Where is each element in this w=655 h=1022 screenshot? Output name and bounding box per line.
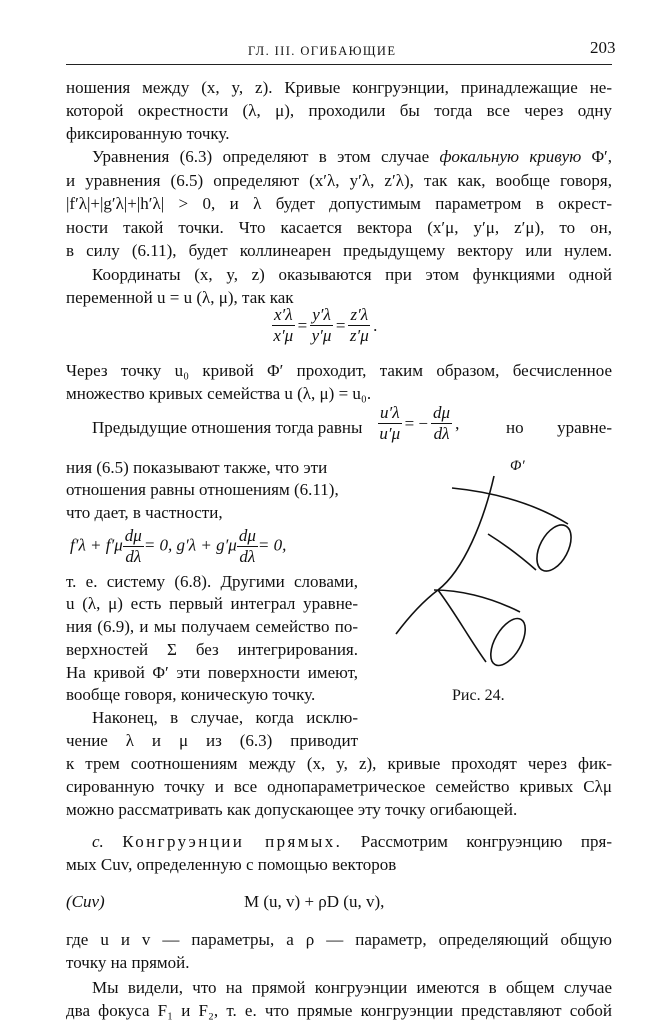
text-line: Предыдущие отношения тогда равны [92,418,363,437]
text-line: множество кривых семейства u (λ, μ) = u₀. [66,384,372,403]
lower-cone-bottom [438,590,486,662]
text-line: ношения между (x, y, z). Кривые конгруэнции, принадлежащие не- [66,78,612,97]
text-line: точку на прямой. [66,953,190,972]
text-line: u (λ, μ) есть первый интеграл уравне- [66,594,358,613]
page-header [0,36,655,62]
text-line: переменной u = u (λ, μ), так как [66,288,294,307]
text-line: сированную точку и все однопараметрическое семейство кривых Cλμ [66,777,612,796]
text-line: верхностей Σ без интегрирования. [66,640,358,659]
focal-curve [396,476,494,634]
text-line: которой окрестности (λ, μ), проходили бы тогда все через одну [66,101,612,120]
text-line: Мы видели, что на прямой конгруэнции имеются в общем случае [92,978,612,997]
text-line: мых Cuv, определенную с помощью векторов [66,855,397,874]
section-heading-line: c. Конгруэнции прямых. Рассмотрим конгруэнцию пря- [92,832,612,851]
text-line: ния (6.5) показывают также, что эти [66,458,328,477]
text-line: но уравне- [506,418,612,437]
inline-ratio-formula: $\frac{u'\lambda}{u'\mu}$ = − $\frac{d\mu}{d\lambda}$ , [379,403,460,443]
header-rule [66,64,612,65]
text-line: можно рассматривать как допускающее эту точку огибающей. [66,800,518,819]
ratio-formula: $\frac{x'\lambda}{x'\mu}$ = $\frac{y'\lambda}{y'\mu}$ = $\frac{z'\lambda}{z'\mu}$ . [273,305,378,345]
fraction: $\frac{x'\lambda}{x'\mu}$ [273,305,294,345]
figure-24 [392,440,572,680]
text-line: и уравнения (6.5) определяют (x′λ, y′λ, z′λ), так как, вообще говоря, [66,171,612,190]
lower-cone-top [434,590,520,612]
text-line: Через точку u₀ кривой Φ′ проходит, таким образом, бесчисленное [66,361,612,380]
system-formula: f′λ + f′μ $\frac{d\mu}{d\lambda}$ = 0, g′λ + g′μ $\frac{d\mu}{d\lambda}$ = 0, [70,526,287,566]
fraction: $\frac{y'\lambda}{y'\mu}$ [311,305,332,345]
text-line: На кривой Φ′ эти поверхности имеют, [66,663,358,682]
emphasis: фокальную кривую [439,147,582,166]
text-line: |f′λ|+|g′λ|+|h′λ| > 0, и λ будет допустимым параметром в окрест- [66,194,612,213]
text-line: два фокуса F₁ и F₂, т. е. что прямые конгруэнции представляют собой [66,1001,612,1020]
text-line: ния (6.9), и мы получаем семейство по- [66,617,358,636]
upper-cone-bottom [488,534,536,570]
text-line: чение λ и μ из (6.3) приводит [66,731,358,750]
running-title: ГЛ. III. ОГИБАЮЩИЕ [248,44,397,58]
text-line: Наконец, в случае, когда исклю- [92,708,358,727]
section-title: Конгруэнции прямых. [122,832,343,851]
line-equation: M (u, v) + ρD (u, v), [244,892,385,911]
text-line: Уравнения (6.3) определяют в этом случае фокальную кривую Φ′, [92,147,612,166]
page-number: 203 [590,38,616,57]
text-line: к трем соотношениям между (x, y, z), кривые проходят через фик- [66,754,612,773]
text-line: где u и v — параметры, а ρ — параметр, определяющий общую [66,930,612,949]
text-line: Координаты (x, y, z) оказываются при этом функциями одной [92,265,612,284]
curve-label: Φ′ [510,458,525,474]
text-line: что дает, в частности, [66,503,223,522]
upper-cone-top [452,488,568,524]
text-line: фиксированную точку. [66,124,230,143]
fraction: $\frac{z'\lambda}{z'\mu}$ [349,305,369,345]
equation-label: (Cuv) [66,892,105,911]
figure-caption: Рис. 24. [452,687,505,704]
text-line: т. е. систему (6.8). Другими словами, [66,572,358,591]
upper-cone-base [530,519,572,576]
text-line: отношения равны отношениям (6.11), [66,480,339,499]
lower-cone-base [484,613,533,671]
text-line: ности такой точки. Что касается вектора (x′μ, y′μ, z′μ), то он, [66,218,612,237]
text-line: в силу (6.11), будет коллинеарен предыдущему вектору или нулем. [66,241,612,260]
text-line: вообще говоря, коническую точку. [66,685,316,704]
